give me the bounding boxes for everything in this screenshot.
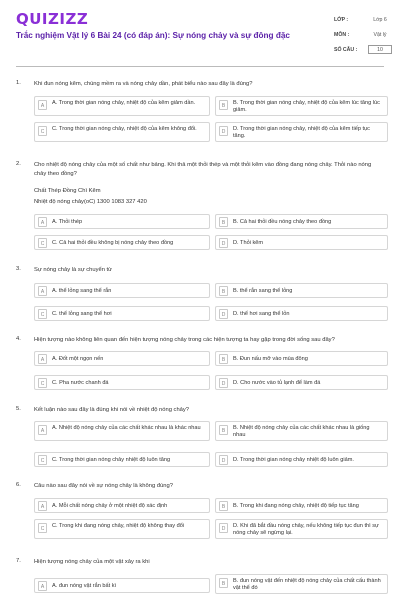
meta-label: SỐ CÂU : bbox=[334, 47, 358, 53]
option-text: D. thể hơi sang thể lỏn bbox=[233, 311, 290, 317]
question-number: 7. bbox=[16, 558, 21, 564]
worksheet-header bbox=[0, 0, 400, 66]
option-text: C. thể lỏng sang thể hơi bbox=[52, 311, 112, 317]
option-letter: B bbox=[219, 100, 228, 110]
option-text: C. Trong thời gian nóng chảy, nhiệt độ của kẽm không đổi. bbox=[52, 126, 197, 132]
option-b[interactable] bbox=[215, 96, 388, 116]
option-letter: A bbox=[38, 501, 47, 511]
option-letter: A bbox=[38, 100, 47, 110]
option-letter: B bbox=[219, 286, 228, 296]
question-text: Sự nóng chảy là sự chuyển từ bbox=[34, 267, 113, 273]
option-b[interactable] bbox=[215, 283, 388, 298]
option-d[interactable] bbox=[215, 519, 388, 539]
option-letter: D bbox=[219, 309, 228, 319]
option-letter: B bbox=[219, 354, 228, 364]
question-number: 1. bbox=[16, 80, 21, 86]
option-letter: D bbox=[219, 523, 228, 533]
meta-label: LỚP : bbox=[334, 17, 349, 23]
option-d[interactable] bbox=[215, 122, 388, 142]
option-letter: A bbox=[38, 354, 47, 364]
option-d[interactable] bbox=[215, 235, 388, 250]
option-letter: C bbox=[38, 455, 47, 465]
option-text: D. Trong thời gian nóng chảy, nhiệt độ của kẽm tiếp tục tăng. bbox=[233, 126, 370, 140]
option-a[interactable] bbox=[34, 421, 210, 441]
question-text: Cho nhiệt độ nóng chảy của một số chất như bảng. Khi thả một thỏi thép và một thỏi kẽm vào đồng đang nóng chảy. Thỏi nào nóng chảy theo đồng? bbox=[34, 162, 372, 177]
question-text: Câu nào sau đây nói về sự nóng chảy là không đúng? bbox=[34, 483, 173, 489]
option-c[interactable] bbox=[34, 519, 210, 539]
option-letter: B bbox=[219, 425, 228, 435]
option-text: D. Khi đã bắt đầu nóng chảy, nếu không tiếp tục đun thì sự nóng chảy sẽ ngừng lại. bbox=[233, 523, 379, 537]
option-text: D. Cho nước vào tủ lạnh để làm đá bbox=[233, 380, 321, 386]
option-letter: C bbox=[38, 378, 47, 388]
option-c[interactable] bbox=[34, 306, 210, 321]
option-letter: B bbox=[219, 501, 228, 511]
option-text: B. Đun nấu mỡ vào mùa đông bbox=[233, 356, 308, 362]
option-letter: A bbox=[38, 217, 47, 227]
option-letter: A bbox=[38, 286, 47, 296]
meta-label: MÔN : bbox=[334, 32, 350, 38]
header-divider bbox=[16, 66, 384, 67]
option-d[interactable] bbox=[215, 306, 388, 321]
option-letter: D bbox=[219, 238, 228, 248]
option-b[interactable] bbox=[215, 351, 388, 366]
question-text: Khi đun nóng kẽm, chúng mềm ra và nóng chảy dần, phát biểu nào sau đây là đúng? bbox=[34, 81, 253, 87]
option-text: A. Mỗi chất nóng chảy ở một nhiệt độ xác định bbox=[52, 503, 168, 509]
option-c[interactable] bbox=[34, 452, 210, 467]
option-letter: A bbox=[38, 581, 47, 591]
option-text: D. Thỏi kẽm bbox=[233, 240, 264, 246]
meta-value: Vật lý bbox=[373, 32, 387, 38]
option-text: B. thể rắn sang thể lỏng bbox=[233, 288, 293, 294]
question-number: 6. bbox=[16, 482, 21, 488]
option-letter: C bbox=[38, 523, 47, 533]
option-letter: D bbox=[219, 378, 228, 388]
option-text: D. Trong thời gian nóng chảy nhiệt độ luôn giảm. bbox=[233, 457, 354, 463]
question-number: 4. bbox=[16, 336, 21, 342]
option-text: A. Nhiệt độ nóng chảy của các chất khác nhau là khác nhau bbox=[52, 425, 201, 431]
option-a[interactable] bbox=[34, 214, 210, 229]
meta-value: Lớp 6 bbox=[373, 17, 387, 23]
option-a[interactable] bbox=[34, 96, 210, 116]
option-letter: D bbox=[219, 126, 228, 136]
option-a[interactable] bbox=[34, 578, 210, 593]
option-letter: D bbox=[219, 455, 228, 465]
option-text: A. thể lỏng sang thể rắn bbox=[52, 288, 112, 294]
option-b[interactable] bbox=[215, 421, 388, 441]
option-letter: C bbox=[38, 309, 47, 319]
option-text: B. Trong khi đang nóng chảy, nhiệt độ tiếp tục tăng bbox=[233, 503, 359, 509]
option-letter: B bbox=[219, 578, 228, 588]
option-text: C. Trong thời gian nóng chảy nhiệt độ luôn tăng bbox=[52, 457, 171, 463]
option-text: C. Pha nước chanh đá bbox=[52, 380, 109, 386]
question-number: 5. bbox=[16, 406, 21, 412]
option-text: B. Cả hai thỏi đều nóng chảy theo đồng bbox=[233, 219, 332, 225]
option-letter: C bbox=[38, 126, 47, 136]
option-letter: A bbox=[38, 425, 47, 435]
question-text: Hiện tượng nào không liên quan đến hiện tượng nóng chảy trong các hiện tượng ta hay gặp trong đời sống sau đây? bbox=[34, 337, 335, 343]
option-text: B. Nhiệt độ nóng chảy của các chất khác nhau là giống nhau bbox=[233, 425, 370, 439]
option-d[interactable] bbox=[215, 452, 388, 467]
question-text: Hiện tượng nóng chảy của một vật xảy ra khi bbox=[34, 559, 150, 565]
worksheet-title: Trắc nghiệm Vật lý 6 Bài 24 (có đáp án): Sự nóng chảy và sự đông đặc bbox=[16, 31, 290, 40]
option-d[interactable] bbox=[215, 375, 388, 390]
option-a[interactable] bbox=[34, 283, 210, 298]
option-text: B. đun nóng vật đến nhiệt độ nóng chảy của chất cấu thành vật thể đó bbox=[233, 578, 381, 592]
option-letter: B bbox=[219, 217, 228, 227]
option-text: B. Trong thời gian nóng chảy, nhiệt độ của kẽm lúc tăng lúc giảm. bbox=[233, 100, 380, 114]
option-b[interactable] bbox=[215, 498, 388, 513]
option-text: C. Trong khi đang nóng chảy, nhiệt độ không thay đổi bbox=[52, 523, 185, 529]
meta-value: 10 bbox=[368, 45, 392, 54]
melting-table-values: Nhiệt độ nóng chảy(oC) 1300 1083 327 420 bbox=[34, 199, 147, 205]
question-number: 2. bbox=[16, 161, 21, 167]
option-text: A. Trong thời gian nóng chảy, nhiệt độ của kẽm giảm dần. bbox=[52, 100, 196, 106]
question-text: Kết luận nào sau đây là đúng khi nói về nhiệt độ nóng chảy? bbox=[34, 407, 190, 413]
option-a[interactable] bbox=[34, 498, 210, 513]
option-c[interactable] bbox=[34, 122, 210, 142]
melting-table-header: Chất Thép Đồng Chì Kẽm bbox=[34, 188, 101, 194]
option-c[interactable] bbox=[34, 235, 210, 250]
option-b[interactable] bbox=[215, 574, 388, 594]
option-a[interactable] bbox=[34, 351, 210, 366]
quizizz-logo: QUIZIZZ bbox=[16, 10, 89, 28]
question-number: 3. bbox=[16, 266, 21, 272]
option-c[interactable] bbox=[34, 375, 210, 390]
option-text: A. đun nóng vật rắn bất kì bbox=[52, 583, 117, 589]
option-b[interactable] bbox=[215, 214, 388, 229]
option-text: A. Đốt một ngọn nến bbox=[52, 356, 104, 362]
option-letter: C bbox=[38, 238, 47, 248]
option-text: C. Cả hai thỏi đều không bị nóng chảy theo đồng bbox=[52, 240, 174, 246]
option-text: A. Thỏi thép bbox=[52, 219, 83, 225]
